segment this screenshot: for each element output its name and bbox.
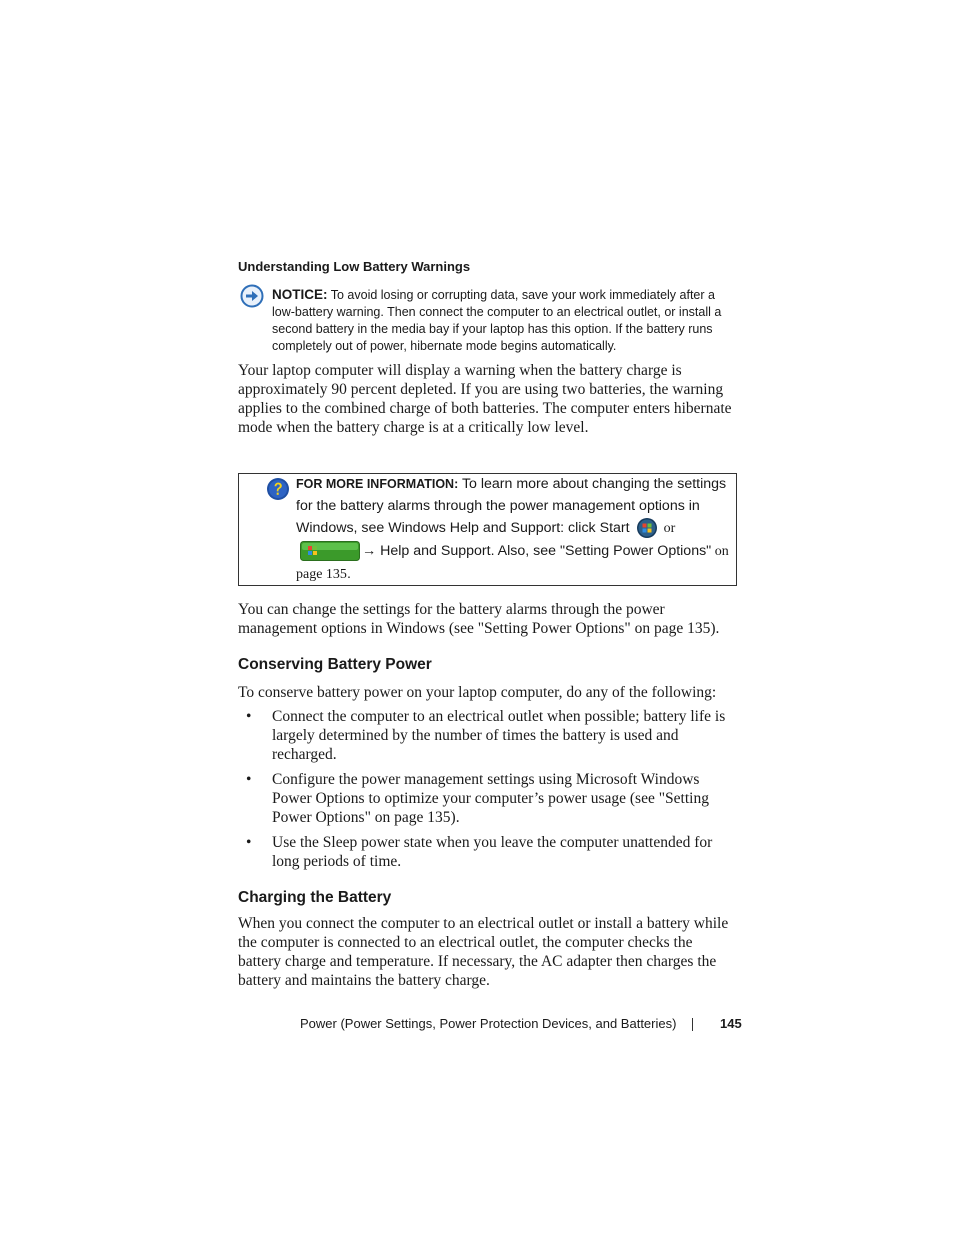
conserving-bullet-list: [246, 707, 738, 877]
notice-body: To avoid losing or corrupting data, save your work immediately after a low-battery warning. Then connect the computer to an electrical outlet, or install a second battery in the media bay if your laptop has this option. If the battery runs completely out of power, hibernate mode begins automatically.: [272, 288, 722, 353]
conserving-intro: To conserve battery power on your laptop computer, do any of the following:: [238, 684, 717, 701]
footer-chapter-title: Power (Power Settings, Power Protection Devices, and Batteries): [300, 1016, 677, 1031]
info-text-3: on page 135: [296, 544, 729, 582]
charging-paragraph: When you connect the computer to an electrical outlet or install a battery while the computer is connected to an electrical outlet, the computer checks the battery charge and temperature. If necessary, the AC adapter then charges the battery and maintains the battery charge.: [238, 915, 729, 989]
list-item: • Use the Sleep power state when you leave the computer unattended for long periods of time.: [246, 834, 713, 870]
help-question-icon: [266, 477, 290, 501]
start-label: Start: [599, 520, 630, 536]
list-item: • Connect the computer to an electrical outlet when possible; battery life is largely determined by the number of times the battery is used and recharged.: [246, 708, 726, 763]
info-text-2: . Also, see "Setting Power Options": [490, 543, 712, 559]
battery-alarm-paragraph: You can change the settings for the battery alarms through the power management options in Windows (see "Setting Power Options" on page 135).: [238, 601, 720, 637]
windows-xp-start-button-icon: [300, 541, 360, 561]
section-heading-charging: Charging the Battery: [238, 889, 392, 906]
footer-separator: [692, 1018, 693, 1031]
notice-arrow-icon: [240, 284, 264, 308]
or-text: or: [663, 521, 676, 536]
low-battery-paragraph: Your laptop computer will display a warning when the battery charge is approximately 90 percent depleted. If you are using two batteries, the warning applies to the combined charge of both batteries. The computer enters hibernate mode when the battery charge is at a critically low level.: [238, 362, 732, 436]
page-number: 145: [720, 1016, 742, 1031]
info-text-4: .: [346, 566, 351, 582]
info-text-1: To learn more about changing the settings for the battery alarms through the power management options in Windows, see Windows Help and Support: click: [296, 476, 727, 536]
help-and-support-label: Help and Support: [380, 543, 491, 559]
section-heading-conserving: Conserving Battery Power: [238, 656, 432, 673]
arrow-glyph: →: [362, 543, 377, 559]
info-label: FOR MORE INFORMATION:: [296, 477, 459, 491]
list-item: • Configure the power management settings using Microsoft Windows Power Options to optimize your computer’s power usage (see "Setting Power Options" on page 135).: [246, 771, 709, 826]
info-box-text: [296, 473, 732, 586]
windows-start-orb-icon: [636, 517, 658, 539]
notice-block: [272, 286, 738, 355]
notice-label: NOTICE:: [272, 287, 328, 302]
section-heading-low-battery: Understanding Low Battery Warnings: [238, 259, 471, 274]
